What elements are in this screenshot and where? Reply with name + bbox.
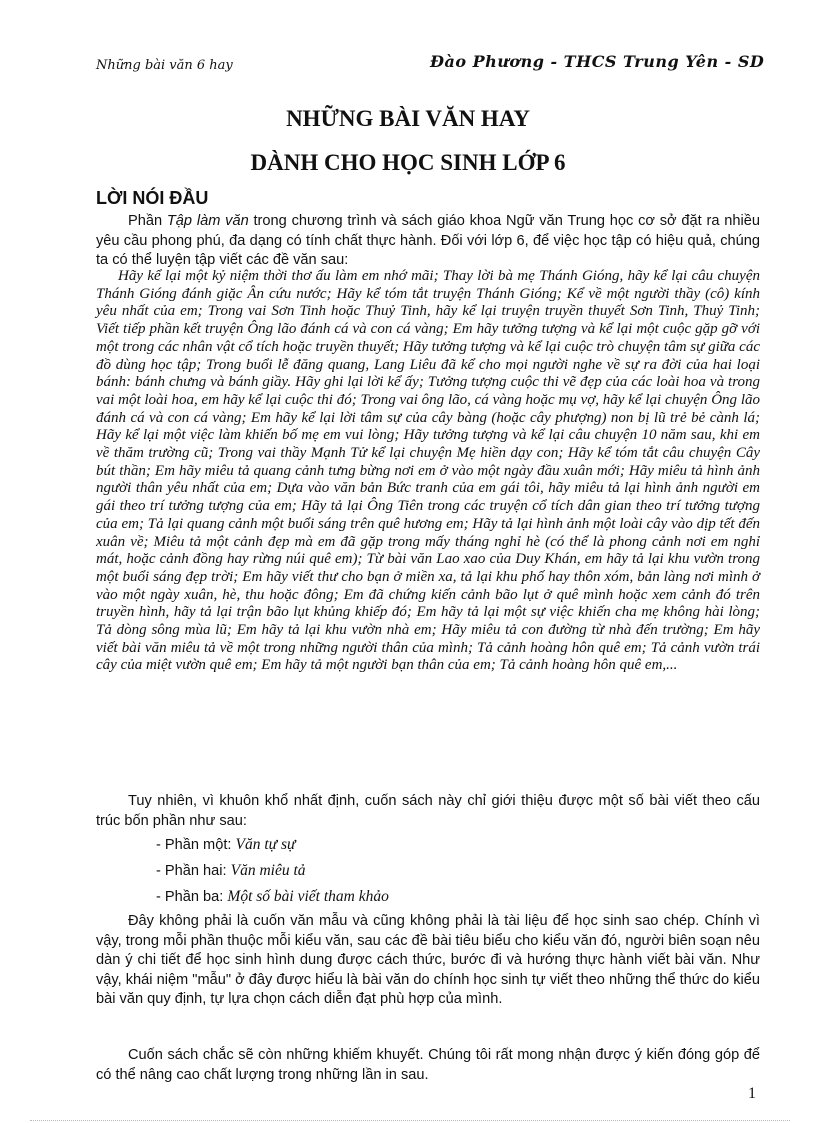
part-title: Văn miêu tả [230, 862, 306, 879]
part-title: Một số bài viết tham khảo [227, 888, 389, 905]
page-number: 1 [748, 1085, 756, 1102]
footer-divider [30, 1120, 790, 1121]
intro-text-end: trong chương trình và sách giáo khoa Ngữ văn Trung học cơ sở đặt ra nhiều yêu cầu phong phú, đa dạng có tính chất thực hành. Đối với lớp 6, để việc học tập có hiệu quả, chúng ta có thể luyện tập viết các đề văn sau: [96, 213, 760, 268]
intro-italic-term: Tập làm văn [166, 213, 249, 229]
header-book-title: Những bài văn 6 hay [96, 58, 233, 73]
part-item [156, 862, 306, 880]
part-label: - Phần một: [156, 837, 236, 853]
part-item [156, 836, 295, 854]
closing-paragraph: Cuốn sách chắc sẽ còn những khiếm khuyết. Chúng tôi rất mong nhận được ý kiến đóng góp để có thể nâng cao chất lượng trong những lần in sau. [96, 1047, 760, 1083]
intro-paragraph [96, 212, 760, 271]
page-title: NHỮNG BÀI VĂN HAY [286, 106, 530, 131]
section-heading: LỜI NÓI ĐẦU [96, 188, 209, 208]
note-paragraph: Đây không phải là cuốn văn mẫu và cũng không phải là tài liệu để học sinh sao chép. Chính vì vậy, trong mỗi phần thuộc mỗi kiểu văn, sau các đề bài tiêu biểu cho kiểu văn đó, người biên soạn nêu dàn ý chi tiết để học sinh hình dung được cách thức, bước đi và hướng thực hành viết bài văn. Như vậy, khái niệm "mẫu" ở đây được hiểu là bài văn do chính học sinh tự viết theo những thể thức do kiểu bài văn quy định, tự lựa chọn cách diễn đạt phù hợp của mình. [96, 913, 760, 1007]
header-author: Đào Phương - THCS Trung Yên - SD [430, 52, 765, 71]
page-subtitle: DÀNH CHO HỌC SINH LỚP 6 [250, 150, 566, 175]
structure-intro-paragraph: Tuy nhiên, vì khuôn khổ nhất định, cuốn sách này chỉ giới thiệu được một số bài viết theo cấu trúc bốn phần như sau: [96, 793, 760, 829]
part-label: - Phần hai: [156, 863, 231, 879]
part-label: - Phần ba: [156, 889, 228, 905]
part-item [156, 888, 389, 906]
part-title: Văn tự sự [235, 836, 296, 853]
essay-topics-list: Hãy kể lại một kỷ niệm thời thơ ấu làm em nhớ mãi; Thay lời bà mẹ Thánh Gióng, hãy kể lại câu chuyện Thánh Gióng đánh giặc Ân cứu nước; Hãy kể tóm tắt truyện Thánh Gióng; Kể về một người thầy (cô) kính yêu nhất của em; Trong vai Sơn Tinh hoặc Thuỷ Tinh, hãy kể lại truyện truyền thuyết Sơn Tinh, Thuỷ Tinh; Viết tiếp phần kết truyện Ông lão đánh cá và con cá vàng; Em hãy tưởng tượng và kể lại một cuộc gặp gỡ với một trong các nhân vật cổ tích hoặc truyền thuyết; Hãy tưởng tượng và kể lại cuộc trò chuyện tâm sự giữa các đồ dùng học tập; Trong buổi lễ đăng quang, Lang Liêu đã kể cho mọi người nghe về sự ra đời của hai loại bánh: bánh chưng và bánh giầy. Hãy ghi lại lời kể ấy; Tưởng tượng cuộc thi vẽ đẹp của các loài hoa và trong vai một loài hoa, em hãy kể lại cuộc thi đó; Trong vai ông lão, cá vàng hoặc mụ vợ, hãy kể lại chuyện Ông lão đánh cá và con cá vàng; Em hãy kể lại lời tâm sự của cây bàng (hoặc cây phượng) non bị lũ trẻ bẻ cành lá; Hãy kể lại một việc làm khiến bố mẹ em vui lòng; Hãy tưởng tượng và kể lại câu chuyện 10 năm sau, khi em về thăm trường cũ; Trong vai thầy Mạnh Tử kể lại chuyện Mẹ hiền dạy con; Hãy kể tóm tắt câu chuyện Cây bút thần; Em hãy miêu tả quang cảnh tưng bừng nơi em ở vào một ngày đầu xuân mới; Hãy miêu tả hình ảnh người thân yêu nhất của em; Dựa vào văn bản Bức tranh của em gái tôi, hãy miêu tả lại hình ảnh người em gái theo trí tưởng tượng của em; Hãy tả lại Ông Tiên trong các truyện cổ tích dân gian theo trí tưởng tượng của em; Tả lại quang cảnh một buổi sáng trên quê hương em; Hãy tả lại hình ảnh một loài cây vào dịp tết đến xuân về; Miêu tả một cảnh đẹp mà em đã gặp trong mấy tháng nghỉ hè (có thể là phong cảnh nơi em nghỉ mát, hoặc cảnh đồng hay rừng núi quê em); Từ bài văn Lao xao của Duy Khán, em hãy tả lại khu vườn trong một buổi sáng đẹp trời; Em hãy viết thư cho bạn ở miền xa, tả lại khu phố hay thôn xóm, bản làng nơi mình ở vào một ngày xuân, hè, thu hoặc đông; Em đã chứng kiến cảnh bão lụt ở quê mình hoặc xem cảnh đó trên truyền hình, hãy tả lại trận bão lụt khủng khiếp đó; Em hãy tả lại một sự việc khiến cha mẹ không hài lòng; Tả dòng sông mùa lũ; Em hãy tả lại khu vườn nhà em; Hãy miêu tả con đường từ nhà đến trường; Em hãy viết bài văn miêu tả về một trong những người thân của mình; Tả cảnh hoàng hôn quê em; Tả cảnh vườn trái cây của miệt vườn quê em; Em hãy tả một người bạn thân của em; Tả cảnh hoàng hôn quê em,... [96, 268, 760, 674]
intro-text-start: Phần [128, 213, 167, 229]
